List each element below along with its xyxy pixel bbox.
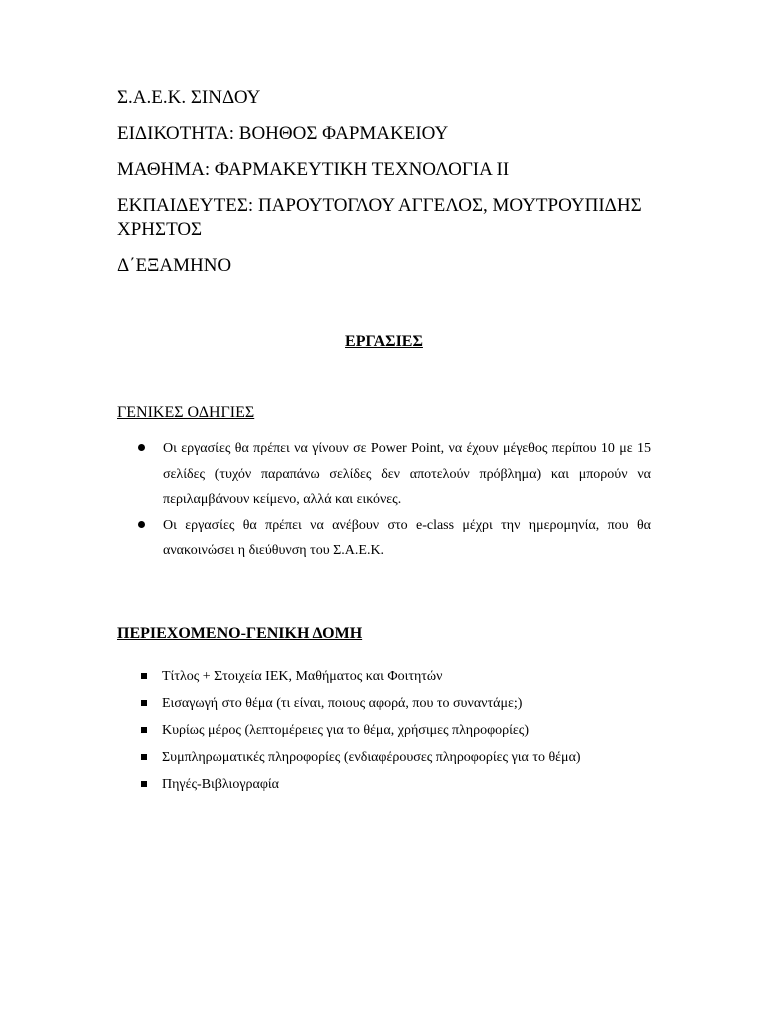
list-item xyxy=(135,436,651,513)
bullet-icon xyxy=(138,521,145,528)
list-item xyxy=(138,771,658,798)
specialty-line: ΕΙΔΙΚΟΤΗΤΑ: ΒΟΗΘΟΣ ΦΑΡΜΑΚΕΙΟΥ xyxy=(117,123,449,144)
list-item xyxy=(138,690,658,717)
content-structure-heading: ΠΕΡΙΕΧΟΜΕΝΟ-ΓΕΝΙΚΗ ΔΟΜΗ xyxy=(117,625,363,642)
school-name: Σ.Α.Ε.Κ. ΣΙΝΔΟΥ xyxy=(117,87,261,108)
list-item xyxy=(138,663,658,690)
square-bullet-icon xyxy=(141,700,147,706)
instructors-line: ΕΚΠΑΙΔΕΥΤΕΣ: ΠΑΡΟΥΤΟΓΛΟΥ ΑΓΓΕΛΟΣ, ΜΟΥΤΡΟΥΠΙΔΗΣ ΧΡΗΣΤΟΣ xyxy=(117,195,642,240)
bullet-icon xyxy=(138,444,145,451)
list-item xyxy=(138,717,658,744)
general-guidelines-heading: ΓΕΝΙΚΕΣ ΟΔΗΓΙΕΣ xyxy=(117,404,255,421)
list-item xyxy=(138,744,658,771)
list-item xyxy=(135,513,651,564)
list-item-text: Εισαγωγή στο θέμα (τι είναι, ποιους αφορά, που το συναντάμε;) xyxy=(162,696,523,711)
list-item-text: Οι εργασίες θα πρέπει να γίνουν σε Power Point, να έχουν μέγεθος περίπου 10 με 15 σελίδες (τυχόν παραπάνω σελίδες δεν αποτελούν πρόβλημα) και μπορούν να περιλαμβάνουν κείμενο, αλλά και εικόνες. xyxy=(163,441,651,507)
document-title: ΕΡΓΑΣΙΕΣ xyxy=(345,333,423,350)
list-item-text: Συμπληρωματικές πληροφορίες (ενδιαφέρουσες πληροφορίες για το θέμα) xyxy=(162,750,581,765)
semester-line: Δ΄ΕΞΑΜΗΝΟ xyxy=(117,255,232,276)
square-bullet-icon xyxy=(141,727,147,733)
document-header xyxy=(117,86,657,290)
list-item-text: Κυρίως μέρος (λεπτομέρειες για το θέμα, χρήσιμες πληροφορίες) xyxy=(162,723,529,738)
list-item-text: Τίτλος + Στοιχεία ΙΕΚ, Μαθήματος και Φοιτητών xyxy=(162,669,443,684)
course-line: ΜΑΘΗΜΑ: ΦΑΡΜΑΚΕΥΤΙΚΗ ΤΕΧΝΟΛΟΓΙΑ ΙΙ xyxy=(117,159,510,180)
square-bullet-icon xyxy=(141,781,147,787)
list-item-text: Οι εργασίες θα πρέπει να ανέβουν στο e-class μέχρι την ημερομηνία, που θα ανακοινώσει η διεύθυνση του Σ.Α.Ε.Κ. xyxy=(163,517,651,558)
square-bullet-icon xyxy=(141,673,147,679)
list-item-text: Πηγές-Βιβλιογραφία xyxy=(162,777,280,792)
content-structure-list xyxy=(138,663,658,798)
square-bullet-icon xyxy=(141,754,147,760)
general-guidelines-list xyxy=(135,436,651,564)
